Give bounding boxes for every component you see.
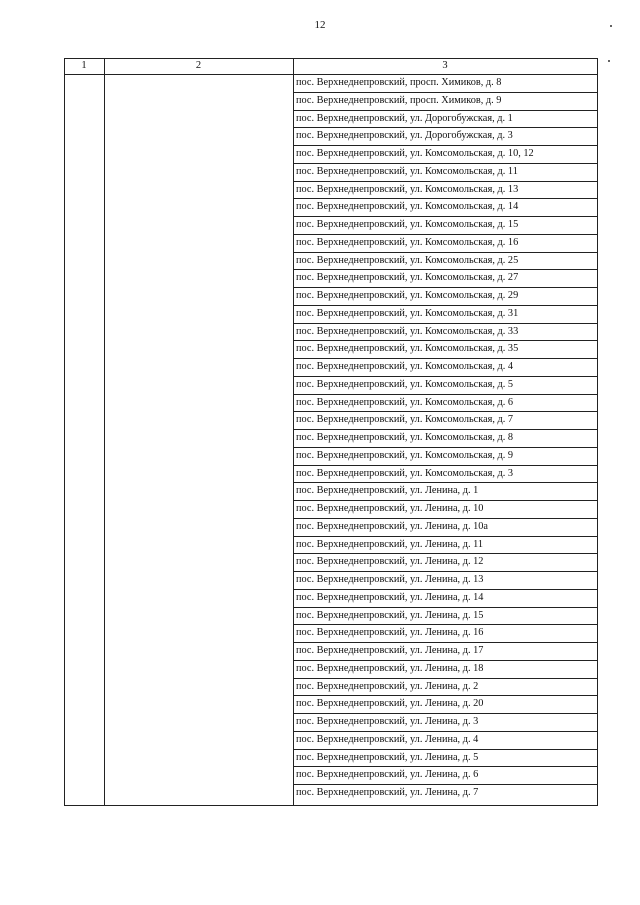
address-cell: пос. Верхнеднепровский, просп. Химиков, д. 9 <box>296 95 502 106</box>
address-cell: пос. Верхнеднепровский, ул. Ленина, д. 10а <box>296 521 488 532</box>
row-divider <box>293 607 597 608</box>
address-cell: пос. Верхнеднепровский, ул. Ленина, д. 5 <box>296 752 479 763</box>
address-cell: пос. Верхнеднепровский, ул. Комсомольская, д. 29 <box>296 290 519 301</box>
address-cell: пос. Верхнеднепровский, ул. Комсомольская, д. 16 <box>296 237 519 248</box>
row-divider <box>293 553 597 554</box>
column-divider-2-3 <box>293 58 294 806</box>
row-divider <box>293 429 597 430</box>
address-cell: пос. Верхнеднепровский, ул. Комсомольская, д. 13 <box>296 184 519 195</box>
address-cell: пос. Верхнеднепровский, ул. Ленина, д. 13 <box>296 574 484 585</box>
row-divider <box>293 376 597 377</box>
row-divider <box>293 536 597 537</box>
address-cell: пос. Верхнеднепровский, ул. Комсомольская, д. 31 <box>296 308 519 319</box>
address-cell: пос. Верхнеднепровский, ул. Комсомольская, д. 7 <box>296 414 514 425</box>
row-divider <box>293 447 597 448</box>
row-divider <box>293 749 597 750</box>
row-divider <box>293 145 597 146</box>
row-divider <box>293 411 597 412</box>
address-cell: пос. Верхнеднепровский, ул. Ленина, д. 7 <box>296 787 479 798</box>
column-header-2: 2 <box>195 60 202 71</box>
address-cell: пос. Верхнеднепровский, ул. Комсомольская, д. 4 <box>296 361 514 372</box>
row-divider <box>293 642 597 643</box>
row-divider <box>293 660 597 661</box>
address-cell: пос. Верхнеднепровский, ул. Дорогобужская, д. 1 <box>296 113 513 124</box>
address-cell: пос. Верхнеднепровский, ул. Ленина, д. 4 <box>296 734 479 745</box>
address-cell: пос. Верхнеднепровский, ул. Комсомольская, д. 8 <box>296 432 514 443</box>
row-divider <box>293 287 597 288</box>
address-cell: пос. Верхнеднепровский, ул. Комсомольская, д. 15 <box>296 219 519 230</box>
row-divider <box>293 127 597 128</box>
row-divider <box>293 110 597 111</box>
address-cell: пос. Верхнеднепровский, ул. Комсомольская, д. 10, 12 <box>296 148 534 159</box>
row-divider <box>293 163 597 164</box>
row-divider <box>293 216 597 217</box>
address-cell: пос. Верхнеднепровский, ул. Дорогобужская, д. 3 <box>296 130 513 141</box>
address-cell: пос. Верхнеднепровский, ул. Комсомольская, д. 6 <box>296 397 514 408</box>
address-cell: пос. Верхнеднепровский, ул. Комсомольская, д. 35 <box>296 343 519 354</box>
address-cell: пос. Верхнеднепровский, ул. Комсомольская, д. 11 <box>296 166 518 177</box>
address-cell: пос. Верхнеднепровский, ул. Ленина, д. 1 <box>296 485 479 496</box>
scan-speck-dot <box>610 25 612 27</box>
address-cell: пос. Верхнеднепровский, ул. Комсомольская, д. 14 <box>296 201 519 212</box>
address-cell: пос. Верхнеднепровский, ул. Ленина, д. 17 <box>296 645 484 656</box>
table-left-border <box>64 58 65 806</box>
address-cell: пос. Верхнеднепровский, ул. Комсомольская, д. 9 <box>296 450 514 461</box>
row-divider <box>293 713 597 714</box>
row-divider <box>293 358 597 359</box>
address-cell: пос. Верхнеднепровский, ул. Ленина, д. 16 <box>296 627 484 638</box>
row-divider <box>293 589 597 590</box>
address-cell: пос. Верхнеднепровский, ул. Комсомольская, д. 3 <box>296 468 514 479</box>
row-divider <box>293 269 597 270</box>
row-divider <box>293 571 597 572</box>
address-cell: пос. Верхнеднепровский, ул. Ленина, д. 11 <box>296 539 484 550</box>
address-cell: пос. Верхнеднепровский, ул. Ленина, д. 3 <box>296 716 479 727</box>
row-divider <box>293 482 597 483</box>
row-divider <box>293 766 597 767</box>
address-cell: пос. Верхнеднепровский, ул. Ленина, д. 10 <box>296 503 484 514</box>
address-cell: пос. Верхнеднепровский, ул. Ленина, д. 15 <box>296 610 484 621</box>
row-divider <box>293 92 597 93</box>
row-divider <box>293 234 597 235</box>
address-cell: пос. Верхнеднепровский, ул. Ленина, д. 12 <box>296 556 484 567</box>
address-cell: пос. Верхнеднепровский, ул. Ленина, д. 6 <box>296 769 479 780</box>
row-divider <box>293 624 597 625</box>
address-cell: пос. Верхнеднепровский, просп. Химиков, д. 8 <box>296 77 502 88</box>
row-divider <box>293 518 597 519</box>
row-divider <box>293 731 597 732</box>
row-divider <box>293 198 597 199</box>
table-bottom-border <box>64 805 597 806</box>
page-number: 12 <box>314 19 326 31</box>
row-divider <box>293 305 597 306</box>
row-divider <box>293 181 597 182</box>
address-cell: пос. Верхнеднепровский, ул. Комсомольская, д. 33 <box>296 326 519 337</box>
address-cell: пос. Верхнеднепровский, ул. Ленина, д. 18 <box>296 663 484 674</box>
address-cell: пос. Верхнеднепровский, ул. Ленина, д. 14 <box>296 592 484 603</box>
row-divider <box>293 695 597 696</box>
row-divider <box>293 252 597 253</box>
row-divider <box>293 465 597 466</box>
address-cell: пос. Верхнеднепровский, ул. Комсомольская, д. 5 <box>296 379 514 390</box>
row-divider <box>293 340 597 341</box>
row-divider <box>293 394 597 395</box>
table-right-border <box>597 58 598 806</box>
row-divider <box>293 500 597 501</box>
address-cell: пос. Верхнеднепровский, ул. Комсомольская, д. 25 <box>296 255 519 266</box>
address-cell: пос. Верхнеднепровский, ул. Ленина, д. 20 <box>296 698 484 709</box>
row-divider <box>293 784 597 785</box>
address-cell: пос. Верхнеднепровский, ул. Ленина, д. 2 <box>296 681 479 692</box>
row-divider <box>293 678 597 679</box>
row-divider <box>293 323 597 324</box>
column-divider-1-2 <box>104 58 105 806</box>
scan-speck-dot <box>608 60 610 62</box>
column-header-3: 3 <box>442 60 448 71</box>
address-cell: пос. Верхнеднепровский, ул. Комсомольская, д. 27 <box>296 272 519 283</box>
column-header-1: 1 <box>81 60 87 71</box>
